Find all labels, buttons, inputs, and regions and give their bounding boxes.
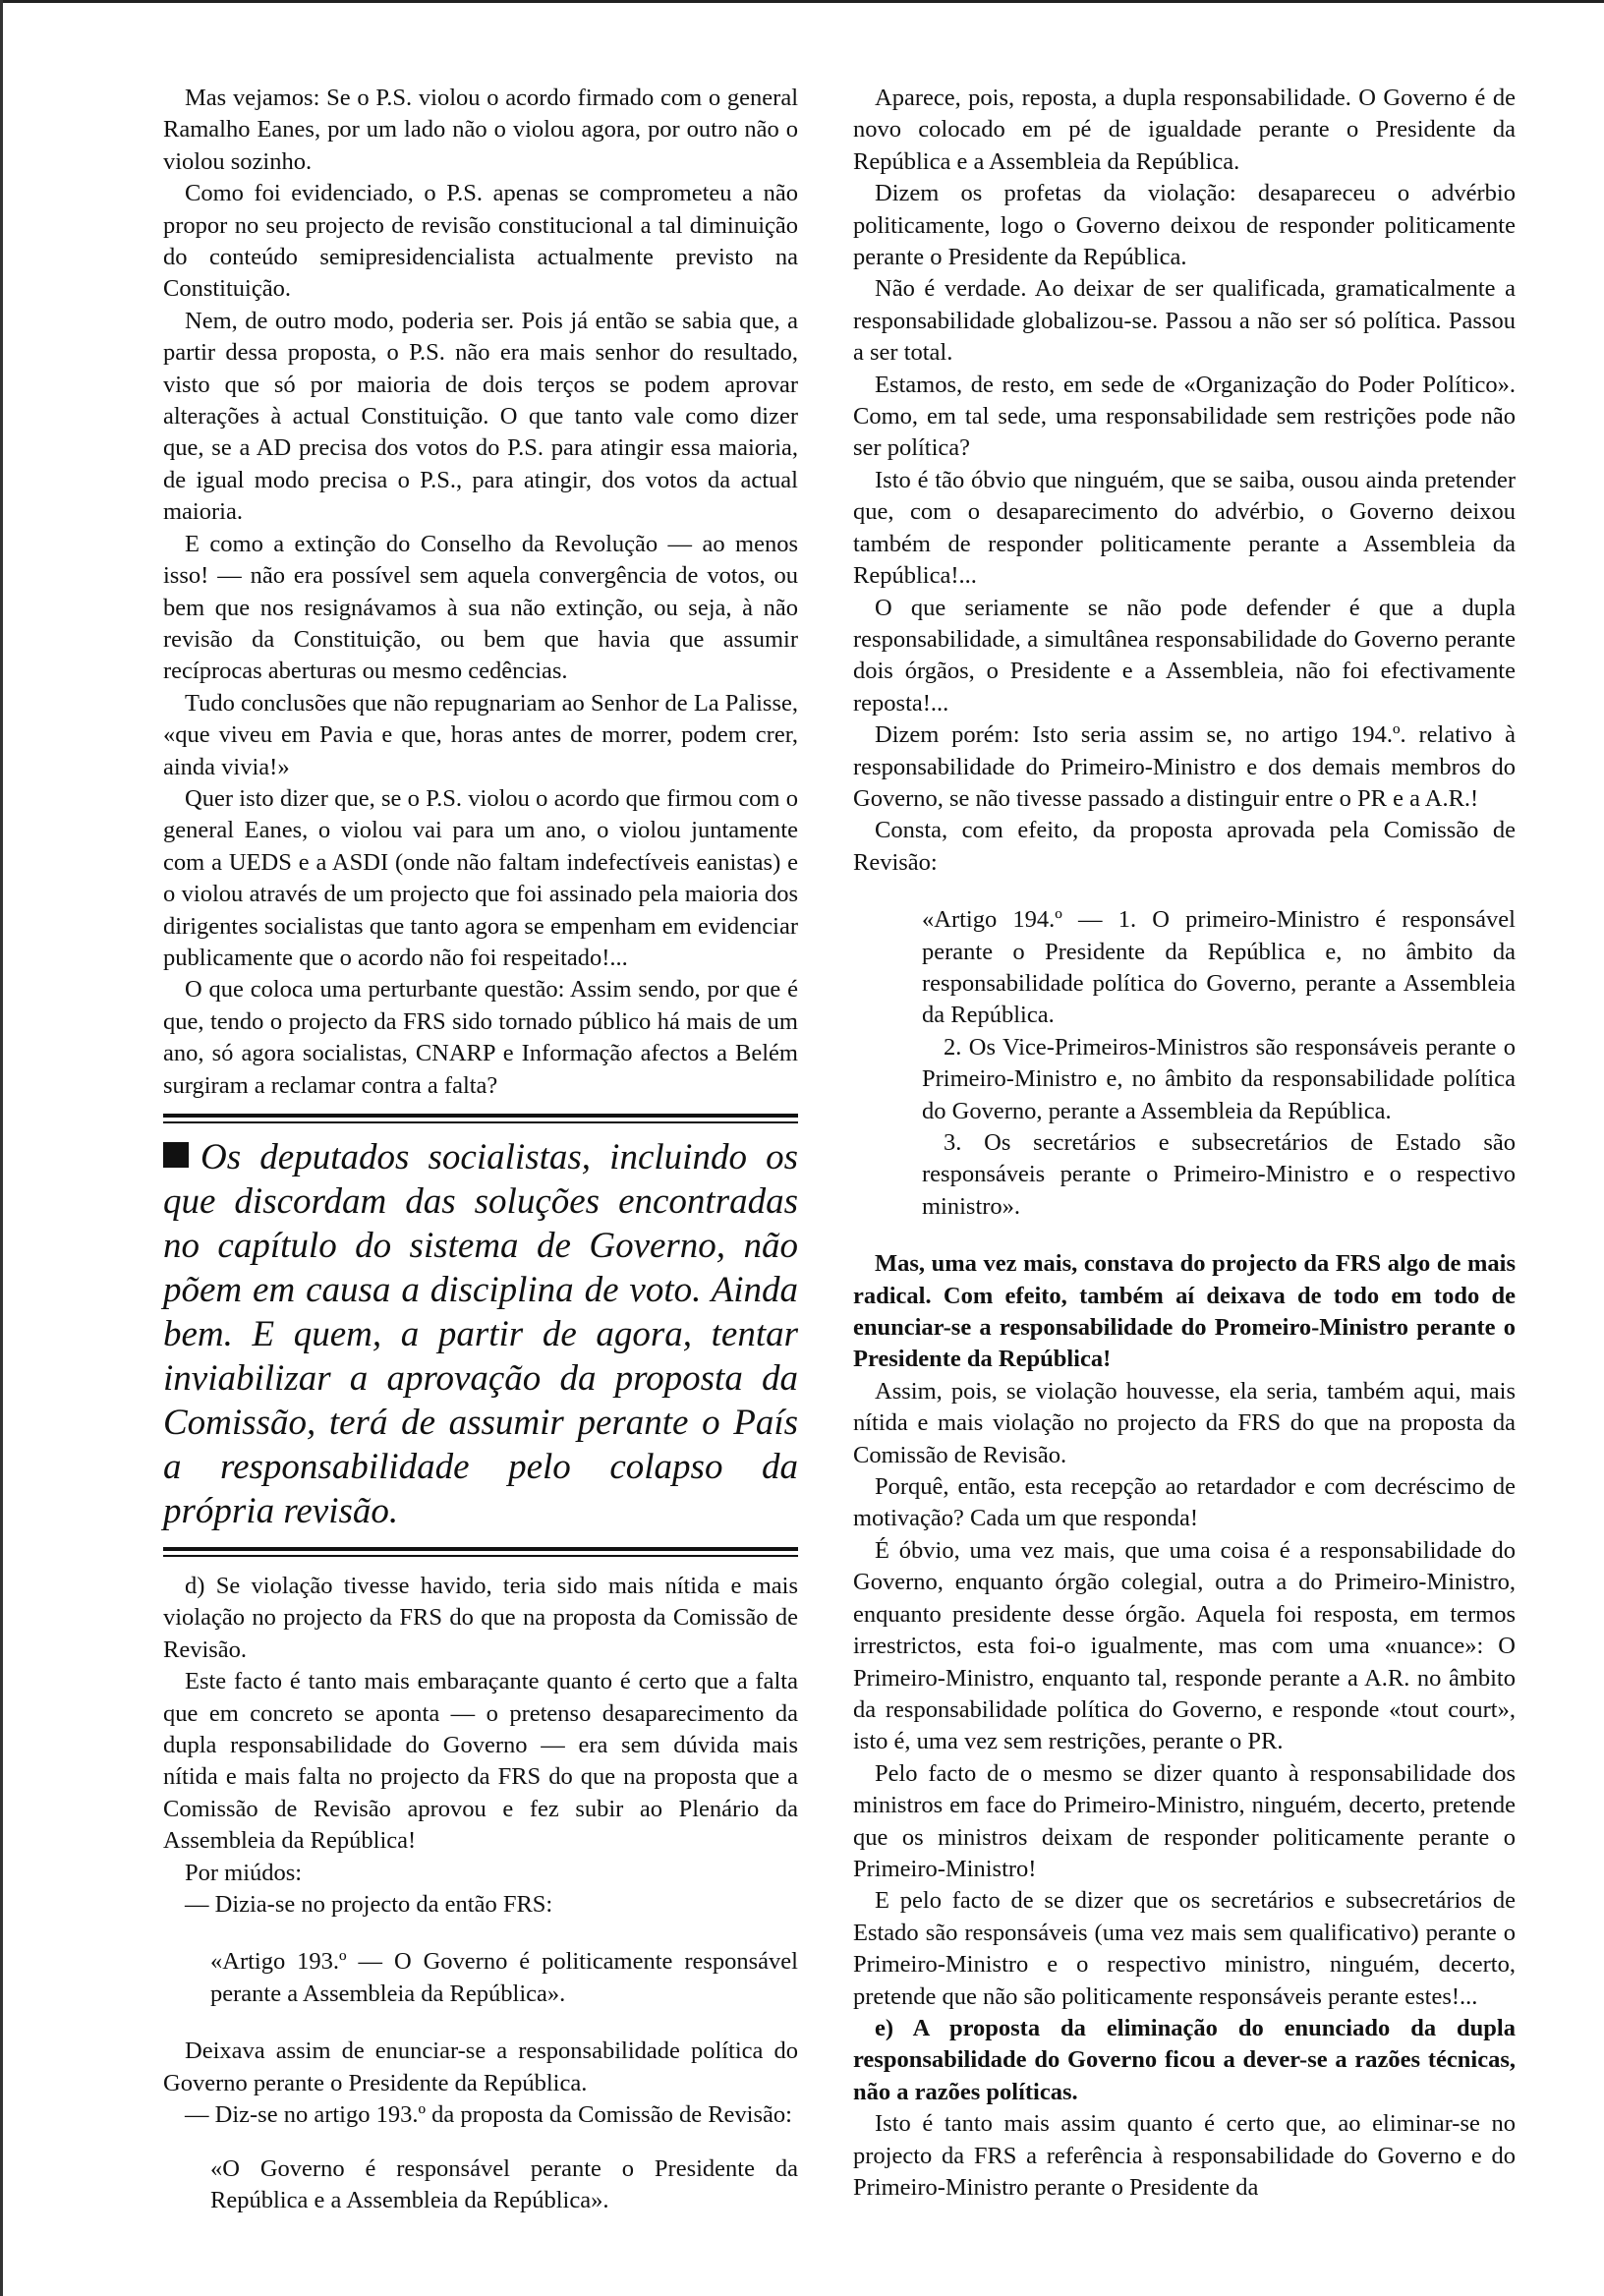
paragraph: Porquê, então, esta recepção ao retardador e com decréscimo de motivação? Cada um que responda! — [853, 1473, 1516, 1532]
square-bullet-icon — [163, 1142, 189, 1168]
quote-text: 2. Os Vice-Primeiros-Ministros são responsáveis perante o Primeiro-Ministro e, no âmbito da responsabilidade política do Governo, perante a Assembleia da República. — [922, 1033, 1516, 1124]
paragraph: E como a extinção do Conselho da Revolução — ao menos isso! — não era possível sem aquela convergência de votos, ou bem que nos resignávamos à sua não extinção, ou seja, à não revisão da Constituição, ou bem que havia que assumir recíprocas aberturas ou mesmo cedências. — [163, 530, 798, 685]
pull-quote-text: Os deputados socialistas, incluindo os que discordam das soluções encontradas no capítulo do sistema de Governo, não põem em causa a disciplina de voto. Ainda bem. E quem, a partir de agora, tentar inviabilizar a aprovação da proposta da Comissão, terá de assumir perante o País a responsabilidade pelo colapso da própria revisão. — [163, 1137, 798, 1531]
article-quote — [922, 904, 1516, 1223]
paragraph: Dizem os profetas da violação: desapareceu o advérbio politicamente, logo o Governo deixou de responder politicamente perante o Presidente da República. — [853, 180, 1516, 271]
paragraph: Este facto é tanto mais embaraçante quanto é certo que a falta que em concreto se aponta — o pretenso desaparecimento da dupla responsabilidade do Governo — era sem dúvida mais nítida e mais falta no projecto da FRS do que na proposta que a Comissão de Revisão aprovou e fez subir ao Plenário da Assembleia da República! — [163, 1668, 798, 1855]
left-column — [163, 83, 798, 2242]
paragraph: Por miúdos: — [185, 1859, 303, 1886]
quote-text: «Artigo 193.º — O Governo é politicamente responsável perante a Assembleia da República». — [210, 1948, 798, 2007]
paragraph: E pelo facto de se dizer que os secretários e subsecretários de Estado são responsáveis (uma vez mais sem qualificativo) perante o Primeiro-Ministro e o respectivo ministro, ninguém, decerto, pretende que não são politicamente responsáveis perante estes!... — [853, 1887, 1516, 2010]
paragraph: e) A proposta da eliminação do enunciado da dupla responsabilidade do Governo ficou a dever-se a razões técnicas, não a razões políticas. — [853, 2014, 1516, 2105]
paragraph: Estamos, de resto, em sede de «Organização do Poder Político». Como, em tal sede, uma responsabilidade sem restrições pode não ser política? — [853, 371, 1516, 462]
paragraph: Mas vejamos: Se o P.S. violou o acordo firmado com o general Ramalho Eanes, por um lado não o violou agora, por outro não o violou sozinho. — [163, 85, 798, 175]
paragraph: Não é verdade. Ao deixar de ser qualificada, gramaticalmente a responsabilidade globalizou-se. Passou a não ser só política. Passou a ser total. — [853, 275, 1516, 367]
paragraph: d) Se violação tivesse havido, teria sido mais nítida e mais violação no projecto da FRS do que na proposta da Comissão de Revisão. — [163, 1573, 798, 1663]
paragraph: Dizem porém: Isto seria assim se, no artigo 194.º. relativo à responsabilidade do Primeiro-Ministro e dos demais membros do Governo, se não tivesse passado a distinguir entre o PR e a A.R.! — [853, 721, 1516, 812]
paragraph: Assim, pois, se violação houvesse, ela seria, também aqui, mais nítida e mais violação no projecto da FRS do que na proposta da Comissão de Revisão. — [853, 1377, 1516, 1468]
callout-rule-bottom — [163, 1547, 798, 1557]
paragraph: Isto é tão óbvio que ninguém, que se saiba, ousou ainda pretender que, com o desaparecimento do advérbio, o Governo deixou também de responder politicamente perante a Assembleia da República!... — [853, 466, 1516, 590]
paragraph: O que coloca uma perturbante questão: Assim sendo, por que é que, tendo o projecto da FRS sido tornado público há mais de um ano, só agora socialistas, CNARP e Informação afectos a Belém surgiram a reclamar contra a falta? — [163, 976, 798, 1099]
paragraph: — Dizia-se no projecto da então FRS: — [185, 1891, 553, 1919]
article-quote — [210, 1946, 798, 2010]
paragraph: É óbvio, uma vez mais, que uma coisa é a responsabilidade do Governo, enquanto órgão colegial, outra a do Primeiro-Ministro, enquanto presidente desse órgão. Aquela foi resposta, em termos irrestrictos, esta foi-o igualmente, mas com uma «nuance»: O Primeiro-Ministro, enquanto tal, responde perante a A.R. no âmbito da responsabilidade política do Governo, e responde «tout court», isto é, uma vez sem restrições, perante o PR. — [853, 1536, 1516, 1755]
paragraph: Quer isto dizer que, se o P.S. violou o acordo que firmou com o general Eanes, o violou vai para um ano, o violou juntamente com a UEDS e a ASDI (onde não faltam indefectíveis eanistas) e o violou através de um projecto que foi assinado pela maioria dos dirigentes socialistas que tanto agora se empenham em evidenciar publicamente que o acordo não foi respeitado!... — [163, 784, 798, 971]
quote-text: 3. Os secretários e subsecretários de Estado são responsáveis perante o Primeiro-Ministro e o respectivo ministro». — [922, 1129, 1516, 1220]
paragraph: — Diz-se no artigo 193.º da proposta da Comissão de Revisão: — [185, 2101, 792, 2129]
paragraph: Tudo conclusões que não repugnariam ao Senhor de La Palisse, «que viveu em Pavia e que, horas antes de morrer, podem crer, ainda vivia!» — [163, 689, 798, 780]
paragraph: Como foi evidenciado, o P.S. apenas se comprometeu a não propor no seu projecto de revisão constitucional a tal diminuição do conteúdo semipresidencialista actualmente previsto na Constituição. — [163, 180, 798, 303]
paragraph: Deixava assim de enunciar-se a responsabilidade política do Governo perante o Presidente da República. — [163, 2038, 798, 2096]
page-border-top — [0, 0, 1604, 3]
quote-text: «O Governo é responsável perante o Presidente da República e a Assembleia da República». — [210, 2154, 798, 2213]
paragraph: Pelo facto de o mesmo se dizer quanto à responsabilidade dos ministros em face do Primeiro-Ministro, ninguém, decerto, pretende que os ministros deixam de responder politicamente perante o Primeiro-Ministro! — [853, 1759, 1516, 1882]
quote-text: «Artigo 194.º — 1. O primeiro-Ministro é responsável perante o Presidente da República e, no âmbito da responsabilidade política do Governo, perante a Assembleia da República. — [922, 906, 1516, 1029]
paragraph: Aparece, pois, reposta, a dupla responsabilidade. O Governo é de novo colocado em pé de igualdade perante o Presidente da República e a Assembleia da República. — [853, 85, 1516, 175]
callout-rule-top — [163, 1114, 798, 1123]
paragraph: Consta, com efeito, da proposta aprovada pela Comissão de Revisão: — [853, 817, 1516, 876]
page-border-left — [0, 0, 3, 2296]
paragraph: Isto é tanto mais assim quanto é certo que, ao eliminar-se no projecto da FRS a referência à responsabilidade do Governo e do Primeiro-Ministro perante o Presidente da — [853, 2110, 1516, 2201]
paragraph: Mas, uma vez mais, constava do projecto da FRS algo de mais radical. Com efeito, também aí deixava de todo em todo de enunciar-se a responsabilidade do Promeiro-Ministro perante o Presidente da República! — [853, 1250, 1516, 1373]
right-column — [853, 83, 1516, 2204]
article-quote — [210, 2153, 798, 2217]
paragraph: Nem, de outro modo, poderia ser. Pois já então se sabia que, a partir dessa proposta, o P.S. não era mais senhor do resultado, visto que só por maioria de dois terços se podem aprovar alterações à actual Constituição. O que tanto vale como dizer que, se a AD precisa dos votos do P.S. para atingir essa maioria, de igual modo precisa o P.S., para atingir, dos votos da actual maioria. — [163, 307, 798, 526]
pull-quote — [163, 1135, 798, 1533]
paragraph: O que seriamente se não pode defender é que a dupla responsabilidade, a simultânea responsabilidade do Governo perante dois órgãos, o Presidente e a Assembleia, não foi efectivamente reposta!... — [853, 594, 1516, 717]
